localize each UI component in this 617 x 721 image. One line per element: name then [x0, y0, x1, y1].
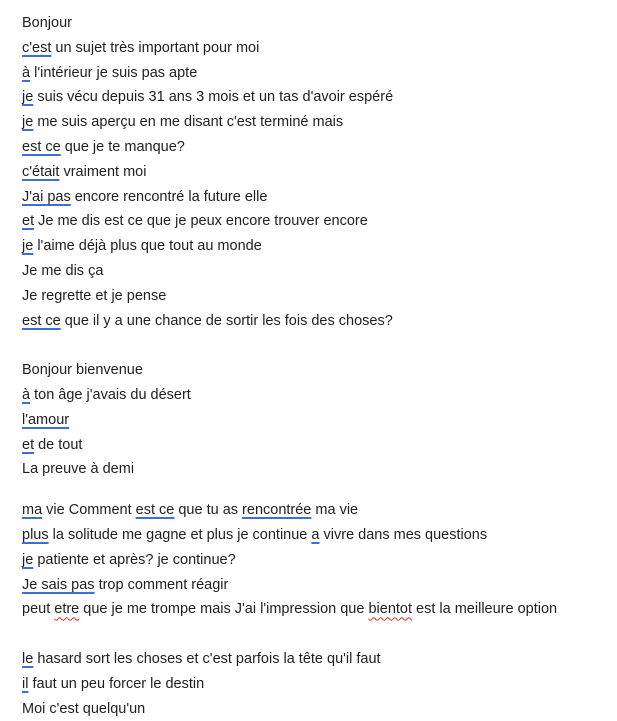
text-segment: faut un peu forcer le destin — [28, 675, 205, 692]
text-line — [22, 135, 612, 160]
text-segment: peut — [22, 601, 55, 618]
blank-line — [22, 333, 612, 358]
grammar-suggestion[interactable]: je — [22, 551, 34, 568]
text-line — [22, 36, 612, 61]
text-segment: l'intérieur je suis pas apte — [30, 64, 198, 81]
text-segment: Bonjour bienvenue — [22, 362, 143, 379]
text-segment: la solitude me gagne et plus je continue — [48, 526, 312, 543]
text-segment: hasard sort les choses et c'est parfois la tête qu'il faut — [33, 650, 381, 667]
text-segment: patiente et après? je continue? — [33, 551, 236, 568]
grammar-suggestion[interactable]: a — [311, 526, 320, 543]
text-line — [22, 647, 612, 672]
grammar-suggestion[interactable]: c'est — [22, 39, 52, 56]
text-segment: que tu as — [174, 502, 243, 519]
text-line — [22, 11, 612, 36]
text-segment: me suis aperçu en me disant c'est terminé mais — [33, 114, 344, 131]
text-line — [22, 523, 612, 548]
grammar-suggestion[interactable]: je — [22, 114, 34, 131]
text-segment: Je me dis ça — [22, 262, 104, 279]
grammar-suggestion[interactable]: Je sais pas — [22, 576, 95, 593]
grammar-suggestion[interactable]: il — [22, 675, 29, 692]
text-segment: Bonjour — [22, 15, 72, 31]
text-line — [22, 259, 612, 284]
text-segment: l'aime déjà plus que tout au monde — [33, 238, 262, 255]
text-segment: ton âge j'avais du désert — [30, 386, 191, 403]
text-line — [22, 573, 612, 598]
spelling-error[interactable]: bientot — [368, 601, 413, 618]
grammar-suggestion[interactable]: rencontrée — [242, 502, 312, 519]
document-body[interactable] — [22, 11, 612, 721]
text-segment: Je me dis est ce que je peux encore trouver encore — [34, 213, 368, 230]
grammar-suggestion[interactable]: à — [22, 64, 31, 81]
text-line — [22, 433, 612, 458]
text-line — [22, 209, 612, 234]
text-segment: trop comment réagir — [94, 576, 229, 593]
text-segment: vraiment moi — [59, 163, 147, 180]
text-line — [22, 61, 612, 86]
grammar-suggestion[interactable]: c'était — [22, 163, 60, 180]
text-segment: vivre dans mes questions — [319, 526, 488, 543]
text-line — [22, 548, 612, 573]
text-segment: La preuve à demi — [22, 461, 135, 478]
text-line — [22, 110, 612, 135]
text-line — [22, 383, 612, 408]
grammar-suggestion[interactable]: et — [22, 436, 35, 453]
text-segment: que il y a une chance de sortir les fois des choses? — [60, 312, 393, 329]
text-line — [22, 597, 612, 622]
text-line — [22, 498, 612, 523]
text-line — [22, 457, 612, 482]
grammar-suggestion[interactable]: le — [22, 650, 34, 667]
grammar-suggestion[interactable]: J'ai pas — [22, 188, 71, 205]
grammar-suggestion[interactable]: je — [22, 89, 34, 106]
text-segment: ma vie — [311, 502, 359, 519]
grammar-suggestion[interactable]: ma — [22, 502, 43, 519]
text-line — [22, 160, 612, 185]
text-segment: Je regrette et je pense — [22, 287, 167, 304]
grammar-suggestion[interactable]: est ce — [135, 502, 175, 519]
text-line — [22, 185, 612, 210]
text-line — [22, 697, 612, 721]
text-segment: de tout — [34, 436, 83, 453]
text-segment: Moi c'est quelqu'un — [22, 700, 146, 717]
text-line — [22, 85, 612, 110]
text-line — [22, 408, 612, 433]
grammar-suggestion[interactable]: je — [22, 238, 34, 255]
paragraph-gap — [22, 482, 612, 498]
text-line — [22, 358, 612, 383]
text-segment: que je me trompe mais J'ai l'impression que — [79, 601, 369, 618]
spelling-error[interactable]: etre — [54, 601, 80, 618]
text-segment: encore rencontré la future elle — [70, 188, 268, 205]
grammar-suggestion[interactable]: est ce — [22, 138, 61, 155]
text-segment: que je te manque? — [60, 138, 185, 155]
text-segment: un sujet très important pour moi — [51, 39, 260, 56]
text-line — [22, 309, 612, 334]
text-line — [22, 284, 612, 309]
text-segment: est la meilleure option — [412, 601, 558, 618]
text-line — [22, 234, 612, 259]
text-segment: vie Comment — [42, 502, 136, 519]
text-line — [22, 672, 612, 697]
text-segment: suis vécu depuis 31 ans 3 mois et un tas d'avoir espéré — [33, 89, 394, 106]
blank-line — [22, 622, 612, 647]
grammar-suggestion[interactable]: l'amour — [22, 411, 70, 428]
grammar-suggestion[interactable]: à — [22, 386, 31, 403]
grammar-suggestion[interactable]: est ce — [22, 312, 61, 329]
grammar-suggestion[interactable]: plus — [22, 526, 49, 543]
grammar-suggestion[interactable]: et — [22, 213, 35, 230]
